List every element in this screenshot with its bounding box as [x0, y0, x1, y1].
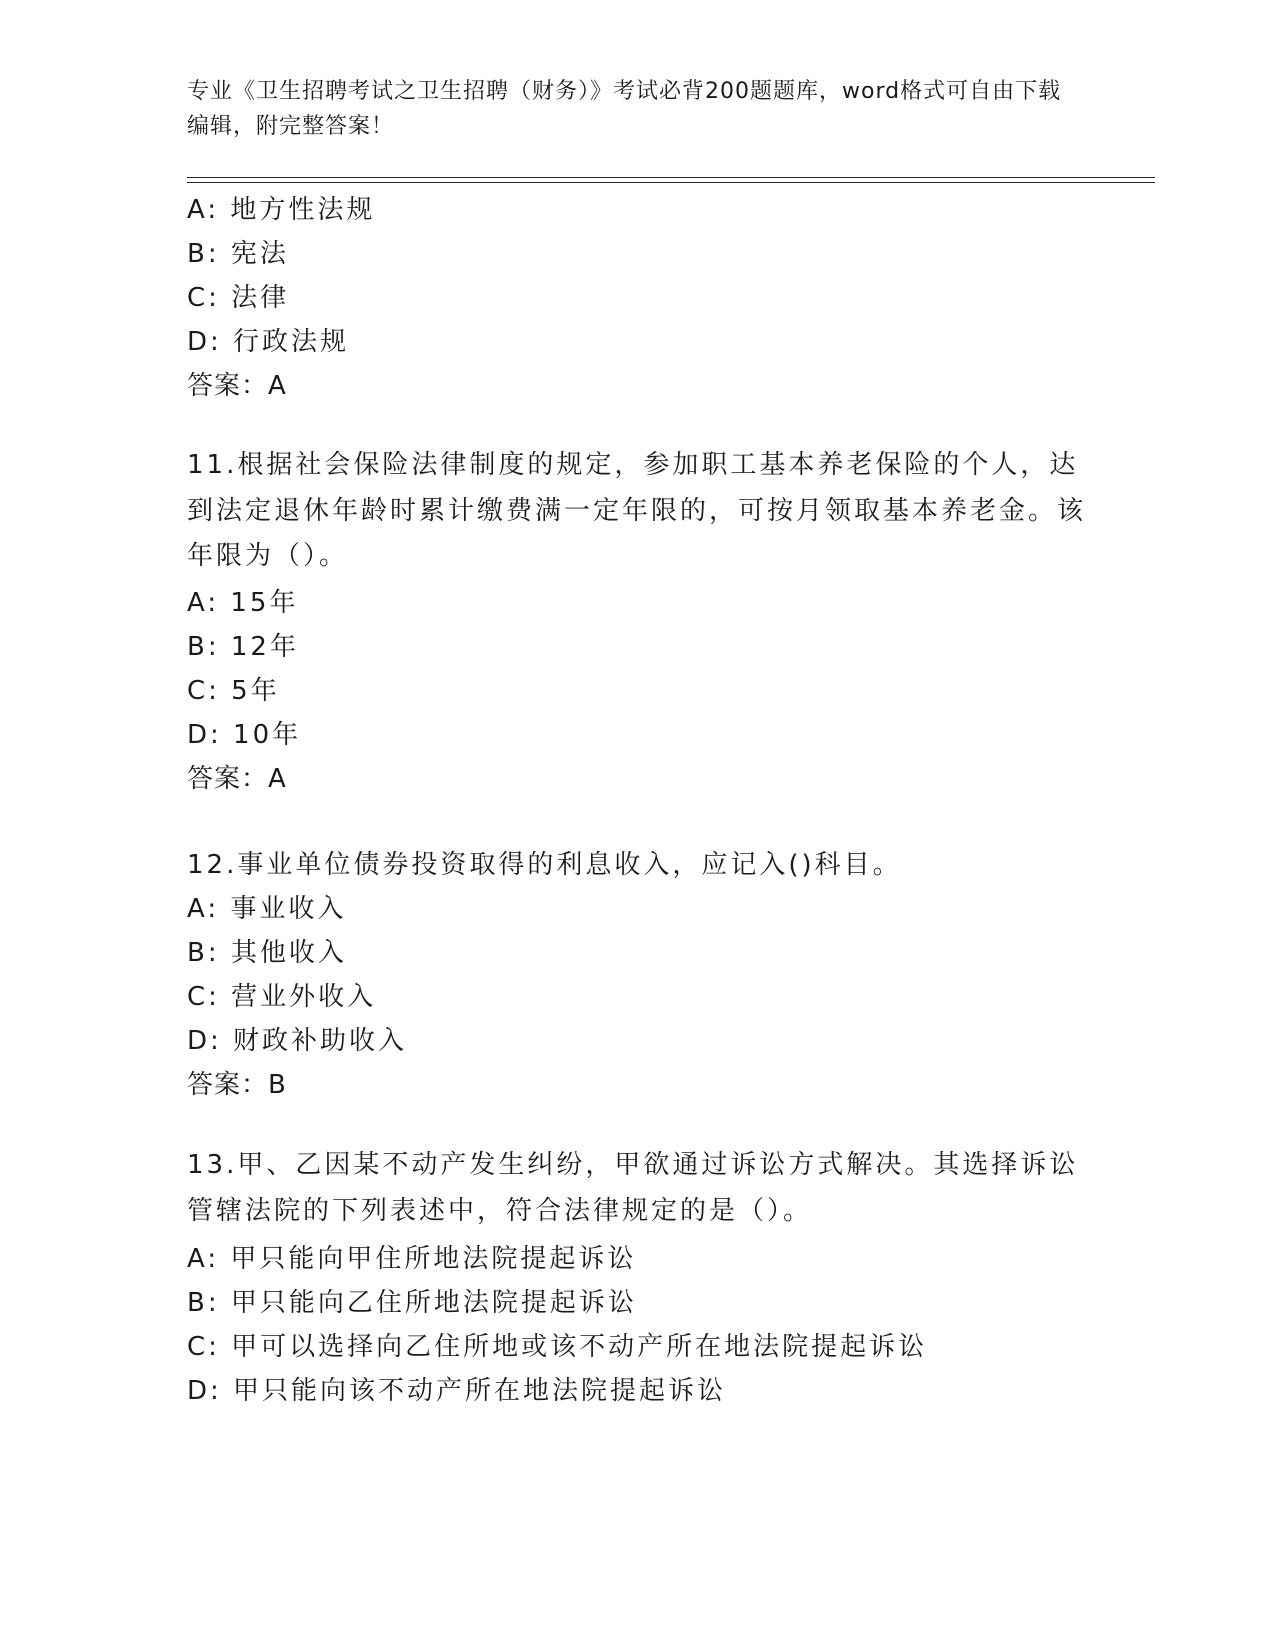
q12-option-c: C: 营业外收入	[187, 982, 377, 1012]
q11-option-b: B: 12年	[187, 632, 299, 662]
q13-option-a: A: 甲只能向甲住所地法院提起诉讼	[187, 1244, 637, 1274]
q11-question: 11.根据社会保险法律制度的规定，参加职工基本养老保险的个人，达到法定退休年龄时累计缴费满一定年限的，可按月领取基本养老金。该年限为（）。	[187, 450, 1087, 572]
header-rule-top	[187, 177, 1155, 178]
q10-option-b: B: 宪法	[187, 239, 289, 269]
q12-option-b: B: 其他收入	[187, 938, 347, 968]
q12-answer: 答案：B	[187, 1070, 287, 1100]
document-header: 专业《卫生招聘考试之卫生招聘（财务）》考试必背200题题库，word格式可自由下载编辑，附完整答案！	[187, 79, 1062, 139]
q12-option-a: A: 事业收入	[187, 894, 347, 924]
q11-option-a: A: 15年	[187, 588, 299, 618]
header-rule-bottom	[187, 182, 1155, 183]
q12-option-d: D: 财政补助收入	[187, 1026, 408, 1056]
q11-option-d: D: 10年	[187, 720, 302, 750]
q13-option-d: D: 甲只能向该不动产所在地法院提起诉讼	[187, 1376, 727, 1406]
q10-answer: 答案：A	[187, 371, 287, 401]
q10-option-c: C: 法律	[187, 283, 290, 313]
q11-option-c: C: 5年	[187, 676, 280, 706]
q11-answer: 答案：A	[187, 764, 287, 794]
q13-option-b: B: 甲只能向乙住所地法院提起诉讼	[187, 1288, 637, 1318]
q13-question: 13.甲、乙因某不动产发生纠纷，甲欲通过诉讼方式解决。其选择诉讼管辖法院的下列表述中，符合法律规定的是（）。	[187, 1150, 1079, 1226]
q10-option-a: A: 地方性法规	[187, 195, 376, 225]
q12-question: 12.事业单位债券投资取得的利息收入，应记入()科目。	[187, 850, 902, 880]
q13-option-c: C: 甲可以选择向乙住所地或该不动产所在地法院提起诉讼	[187, 1332, 928, 1362]
q10-option-d: D: 行政法规	[187, 327, 350, 357]
